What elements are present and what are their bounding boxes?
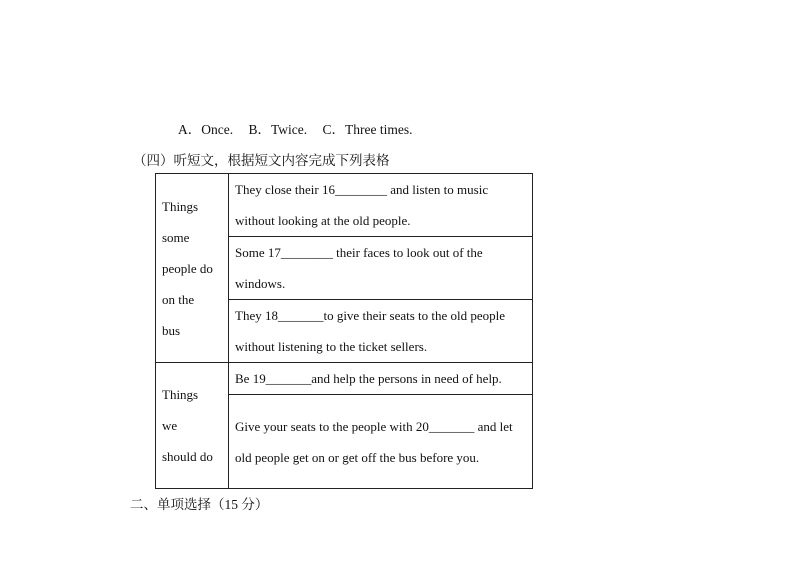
table-cell-20 bbox=[229, 395, 533, 489]
group2-label-line: we bbox=[162, 418, 178, 433]
table-cell-17 bbox=[229, 237, 533, 300]
cell-line: windows. bbox=[235, 276, 286, 291]
question-options bbox=[178, 118, 425, 138]
group2-label-line: should do bbox=[162, 449, 213, 464]
group1-label-line: on the bbox=[162, 291, 195, 307]
cell-line: Give your seats to the people with 20_______ and let bbox=[235, 418, 513, 434]
group2-label bbox=[156, 363, 229, 489]
listening-table bbox=[155, 173, 533, 489]
group1-label-line: some bbox=[162, 229, 190, 245]
group1-label bbox=[156, 174, 229, 363]
table-cell-18 bbox=[229, 300, 533, 363]
option-a: A．Once. bbox=[178, 122, 234, 137]
group1-label-line: Things bbox=[162, 198, 199, 214]
cell-line: without looking at the old people. bbox=[235, 213, 411, 228]
cell-line: Be 19_______and help the persons in need of help. bbox=[235, 371, 502, 386]
cell-line: without listening to the ticket sellers. bbox=[235, 339, 428, 354]
group1-label-line: bus bbox=[162, 322, 181, 338]
cell-line: They close their 16________ and listen to music bbox=[235, 182, 489, 197]
group2-label-line: Things bbox=[162, 387, 199, 402]
part-two-heading: 二、单项选择（15 分） bbox=[130, 497, 269, 512]
section-four-heading: （四）听短文，根据短文内容完成下列表格 bbox=[133, 153, 390, 168]
table-cell-19 bbox=[229, 363, 533, 395]
cell-line: Some 17________ their faces to look out of the bbox=[235, 245, 483, 260]
table-cell-16 bbox=[229, 174, 533, 237]
option-c: C．Three times. bbox=[322, 122, 413, 137]
group1-label-line: people do bbox=[162, 260, 213, 276]
cell-line: They 18_______to give their seats to the old people bbox=[235, 308, 506, 323]
option-b: B．Twice. bbox=[248, 122, 308, 137]
cell-line: old people get on or get off the bus before you. bbox=[235, 449, 480, 465]
